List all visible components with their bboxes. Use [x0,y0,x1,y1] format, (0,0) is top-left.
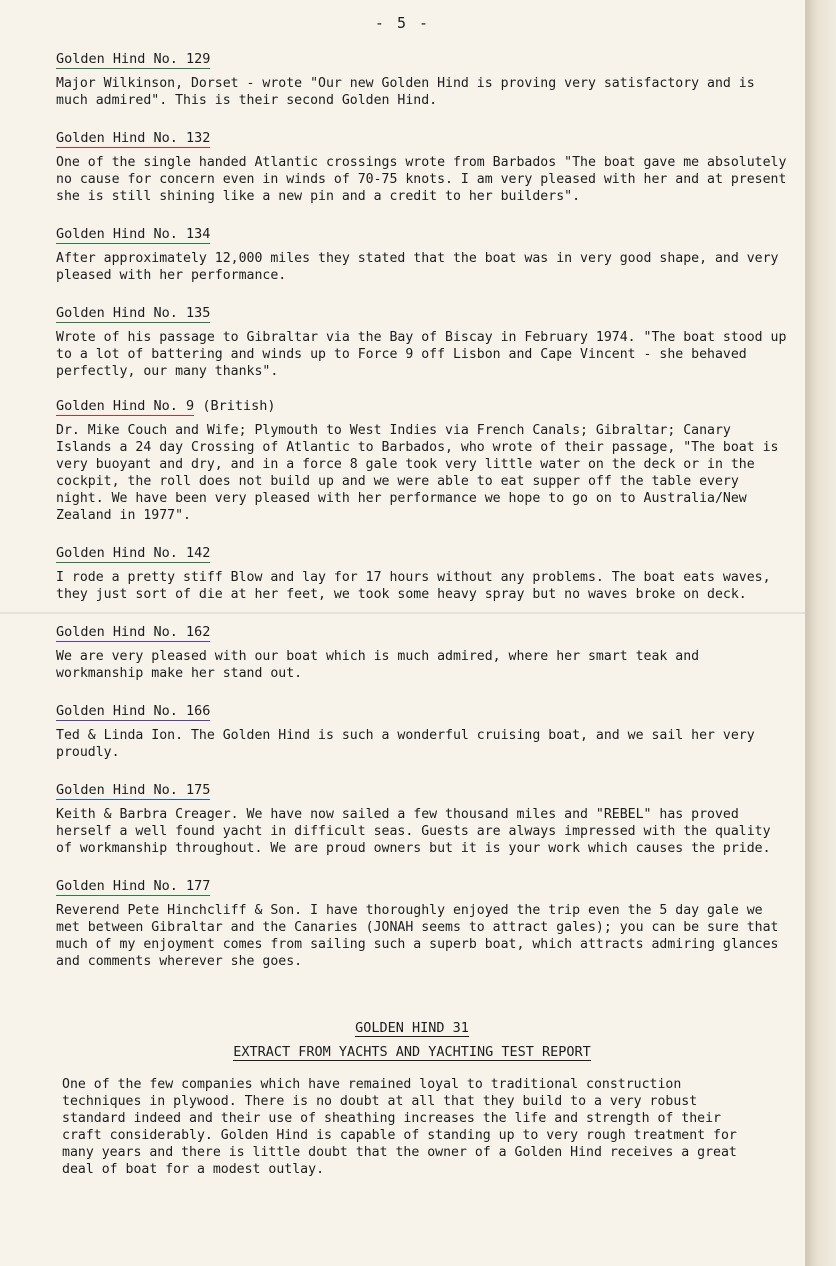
entry-heading-suffix: (British) [202,398,276,414]
entry-text: Reverend Pete Hinchcliff & Son. I have thoroughly enjoyed the trip even the 5 day gale we met between Gibraltar and the Canaries (JONAH seems to attract gales); you can be sure that much of my enjoyment comes from sailing such a superb boat, which attracts admiring glances and comments wherever she goes. [56,903,779,969]
testimonial-entry [56,48,791,109]
entry-heading-row [56,398,791,416]
section-subtitle-text: EXTRACT FROM YACHTS AND YACHTING TEST REPORT [233,1044,591,1060]
testimonial-entry [56,621,791,682]
section-text: One of the few companies which have remained loyal to traditional construction techniques in plywood. There is no doubt at all that they build to a very robust standard indeed and their use of sheathing increases the life and strength of their craft considerably. Golden Hind is capable of standing up to very rough treatment for many years and there is little doubt that the owner of a Golden Hind receives a great deal of boat for a modest outlay. [62,1077,737,1177]
entry-heading: Golden Hind No. 162 [56,624,211,640]
entry-text: Wrote of his passage to Gibraltar via the Bay of Biscay in February 1974. "The boat stood up to a lot of battering and winds up to Force 9 off Lisbon and Cape Vincent - she behaved perfectly, our many thanks". [56,330,787,379]
entry-heading: Golden Hind No. 129 [56,51,211,67]
testimonial-entry [56,700,791,761]
section-title-text: GOLDEN HIND 31 [355,1020,469,1036]
testimonial-entry [56,223,791,284]
entry-text: One of the single handed Atlantic crossings wrote from Barbados "The boat gave me absolutely no cause for concern even in winds of 70-75 knots. I am very pleased with her and at present she is still shining like a new pin and a credit to her builders". [56,155,787,204]
entry-heading: Golden Hind No. 9 [56,398,195,414]
page-edge [805,0,836,1266]
testimonial-entry [56,779,791,857]
entry-heading: Golden Hind No. 135 [56,305,211,321]
entry-heading: Golden Hind No. 134 [56,226,211,242]
entry-text: I rode a pretty stiff Blow and lay for 17 hours without any problems. The boat eats waves, they just sort of die at her feet, we took some heavy spray but no waves broke on deck. [56,570,771,602]
entry-text: Dr. Mike Couch and Wife; Plymouth to West Indies via French Canals; Gibraltar; Canary Islands a 24 day Crossing of Atlantic to Barbados, who wrote of their passage, "The boat is very buoyant and dry, and in a force 8 gale took very little water on the deck or in the cockpit, the roll does not build up and we were able to eat supper off the table every night. We have been very pleased with her performance we hope to go on to Australia/New Zealand in 1977". [56,423,779,523]
entry-heading: Golden Hind No. 177 [56,878,211,894]
testimonial-entry [56,398,791,524]
testimonial-entry [56,875,791,970]
entry-text: Keith & Barbra Creager. We have now sailed a few thousand miles and "REBEL" has proved herself a well found yacht in difficult seas. Guests are always impressed with the quality of workmanship throughout. We are proud owners but it is your work which causes the pride. [56,807,771,856]
entry-heading: Golden Hind No. 142 [56,545,211,561]
entry-heading: Golden Hind No. 175 [56,782,211,798]
entry-text: Ted & Linda Ion. The Golden Hind is such a wonderful cruising boat, and we sail her very proudly. [56,728,755,760]
entry-heading: Golden Hind No. 166 [56,703,211,719]
section-title [62,1020,762,1036]
test-report-section [62,1020,762,1178]
section-subtitle [62,1044,762,1060]
testimonial-list [56,48,791,988]
testimonial-entry [56,302,791,380]
entry-text: We are very pleased with our boat which is much admired, where her smart teak and workmanship make her stand out. [56,649,700,681]
testimonial-entry [56,127,791,205]
testimonial-entry [56,542,791,603]
page-number: - 5 - [374,14,431,32]
entry-heading: Golden Hind No. 132 [56,130,211,146]
entry-text: After approximately 12,000 miles they stated that the boat was in very good shape, and very pleased with her performance. [56,251,779,283]
entry-text: Major Wilkinson, Dorset - wrote "Our new Golden Hind is proving very satisfactory and is much admired". This is their second Golden Hind. [56,76,755,108]
